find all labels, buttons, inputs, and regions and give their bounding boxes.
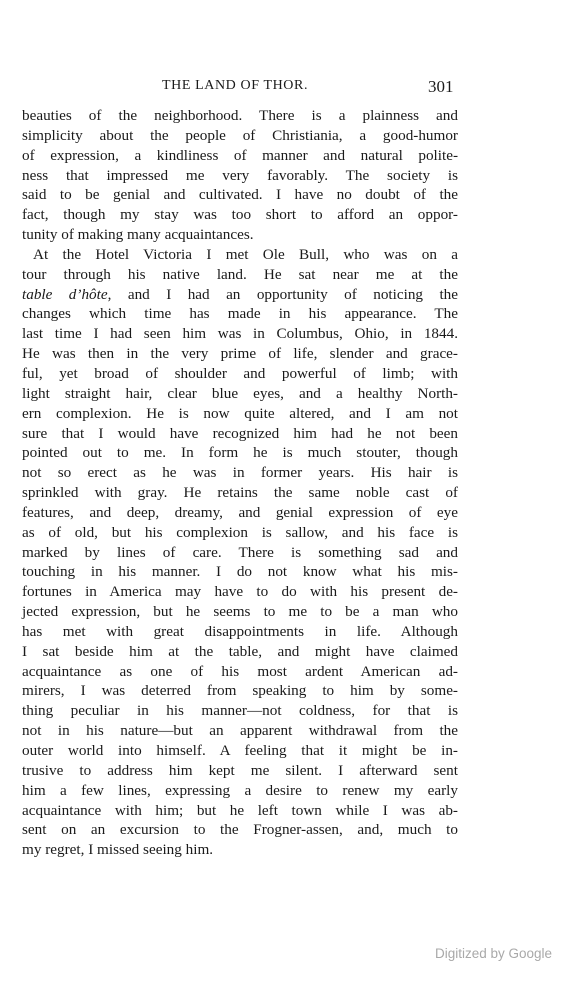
text-line: not in his nature—but an apparent withdrawal from the — [22, 722, 458, 740]
text-line: beauties of the neighborhood. There is a plainness and — [22, 107, 458, 124]
text-line: not so erect as he was in former years. His hair is — [22, 464, 458, 482]
text-line: I sat beside him at the table, and might have claimed — [22, 642, 458, 660]
text-line: ful, yet broad of shoulder and powerful of limb; with — [22, 364, 458, 382]
text-line: has met with great disappointments in life. Although — [22, 622, 458, 640]
text-line: sent on an excursion to the Frogner-assen, and, much to — [22, 821, 458, 839]
text-line: sprinkled with gray. He retains the same noble cast of — [22, 484, 458, 502]
text-line: table d’hôte, and I had an opportunity of noticing the — [22, 285, 458, 303]
body-text — [22, 106, 458, 860]
italic-phrase: table d’hôte — [22, 285, 108, 303]
text-line: trusive to address him kept me silent. I afterward sent — [22, 761, 458, 779]
digitized-by-google-watermark: Digitized by Google — [435, 946, 553, 961]
text-line: tour through his native land. He sat near me at the — [22, 265, 458, 283]
text-line: fact, though my stay was too short to afford an oppor- — [22, 206, 458, 224]
text-line: fortunes in America may have to do with his present de- — [22, 583, 458, 601]
text-line: him a few lines, expressing a desire to renew my early — [22, 781, 458, 799]
text-line: jected expression, but he seems to me to be a man who — [22, 603, 458, 621]
text-line: tunity of making many acquaintances. — [22, 226, 254, 244]
text-line: ness that impressed me very favorably. The society is — [22, 166, 458, 184]
text-line: features, and deep, dreamy, and genial expression of eye — [22, 503, 458, 521]
text-line: my regret, I missed seeing him. — [22, 841, 214, 859]
text-line: ern complexion. He is now quite altered, and I am not — [22, 404, 458, 422]
text-line: He was then in the very prime of life, slender and grace- — [22, 345, 458, 363]
text-line: simplicity about the people of Christiania, a good-humor — [22, 126, 458, 144]
text-line: pointed out to me. In form he is much stouter, though — [22, 444, 458, 462]
text-line: of expression, a kindliness of manner and natural polite- — [22, 146, 458, 164]
text-line: touching in his manner. I do not know what his mis- — [22, 563, 458, 581]
text-line: as of old, but his complexion is sallow, and his face is — [22, 523, 458, 541]
text-line: said to be genial and cultivated. I have no doubt of the — [22, 186, 458, 204]
page-header — [0, 78, 575, 98]
text-line: changes which time has made in his appearance. The — [22, 305, 458, 323]
text-line: At the Hotel Victoria I met Ole Bull, who was on a — [33, 245, 458, 263]
running-title: THE LAND OF THOR. — [162, 78, 309, 93]
text-line: light straight hair, clear blue eyes, and a healthy North- — [22, 384, 458, 402]
text-line: last time I had seen him was in Columbus, Ohio, in 1844. — [22, 325, 458, 343]
text-line: sure that I would have recognized him had he not been — [22, 424, 458, 442]
text-line: acquaintance with him; but he left town while I was ab- — [22, 801, 458, 819]
text-line: marked by lines of care. There is something sad and — [22, 543, 458, 561]
text-line: outer world into himself. A feeling that it might be in- — [22, 742, 458, 759]
text-line: acquaintance as one of his most ardent American ad- — [22, 662, 458, 680]
text-line: thing peculiar in his manner—not coldness, for that is — [22, 702, 458, 720]
page-number: 301 — [428, 77, 454, 96]
text-line: mirers, I was deterred from speaking to him by some- — [22, 682, 458, 700]
